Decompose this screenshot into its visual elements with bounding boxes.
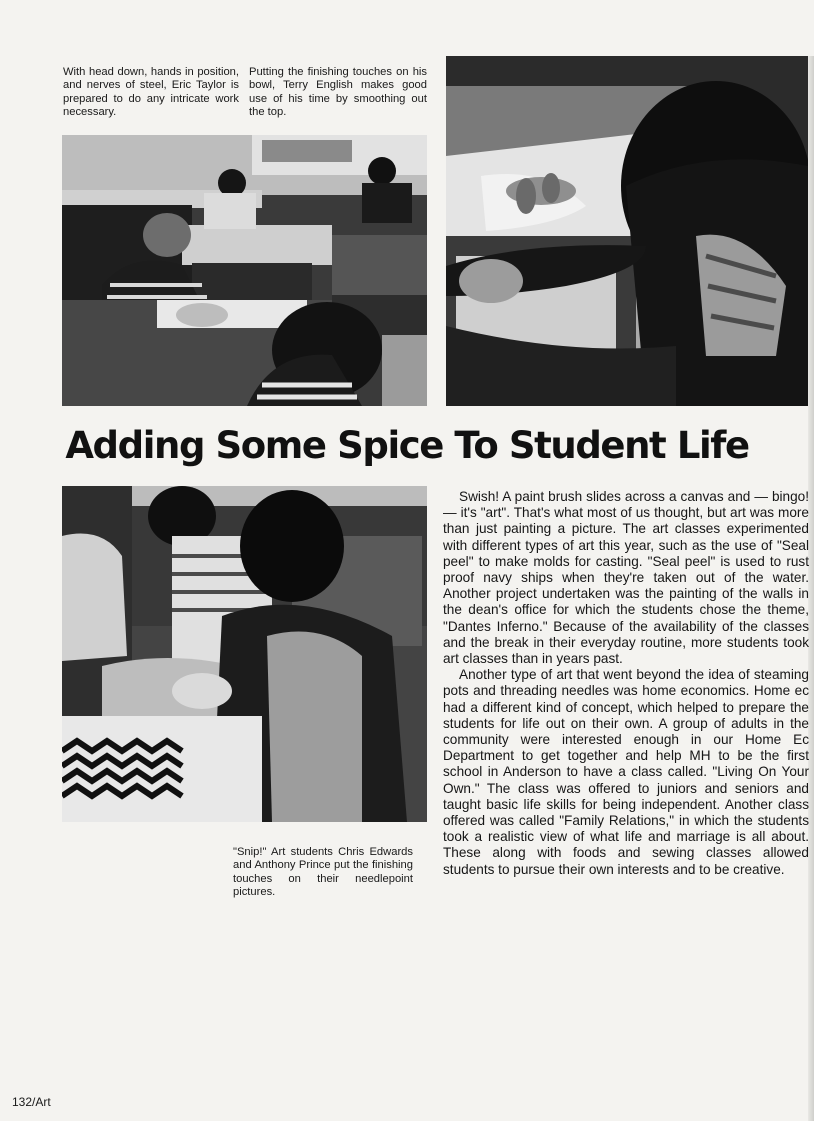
needlepoint-photo-graphic <box>62 486 427 822</box>
page-headline: Adding Some Spice To Student Life <box>65 424 749 467</box>
photo-needlepoint-students <box>62 486 427 822</box>
classroom-photo-graphic <box>62 135 427 406</box>
photo-terry-english-bowl <box>446 56 808 406</box>
sculpting-photo-graphic <box>446 56 808 406</box>
caption-eric-taylor: With head down, hands in position, and nerves of steel, Eric Taylor is prepared to do any intricate work necessary. <box>63 66 239 118</box>
photo-art-classroom <box>62 135 427 406</box>
article-paragraph-2: Another type of art that went beyond the idea of steaming pots and threading needles was home economics. Home ec had a different kind of concept, which helped to prepare the students for life out on their own. A group of adults in the community were interested enough in our Home Ec Department to get together and help MH to be the first school in Anderson to have a class called. "Living On Your Own." The class was offered to juniors and seniors and taught basic life skills for being independent. Another class offered was called "Family Relations," in which the students took a realistic view of what life and marriage is all about. These along with foods and sewing classes allowed students to pursue their own interests and to be creative. <box>443 667 809 877</box>
article-paragraph-1: Swish! A paint brush slides across a canvas and — bingo! — it's "art". That's what most of us thought, but art was more than just painting a picture. The art classes experimented with different types of art this year, such as the use of "Seal peel" to make molds for casting. "Seal peel" is used to rust proof navy ships when they're taken out of the water. Another project undertaken was the painting of the walls in the dean's office for which the students chose the theme, "Dantes Inferno." Because of the availability of the classes and the break in their everyday routine, more students took art classes than in years past. <box>443 489 809 667</box>
page-folio: 132/Art <box>12 1095 51 1109</box>
caption-needlepoint: "Snip!" Art students Chris Edwards and Anthony Prince put the finishing touches on their needlepoint pictures. <box>233 846 413 898</box>
article-body <box>443 489 809 878</box>
caption-terry-english: Putting the finishing touches on his bowl, Terry English makes good use of his time by smoothing out the top. <box>249 66 427 118</box>
